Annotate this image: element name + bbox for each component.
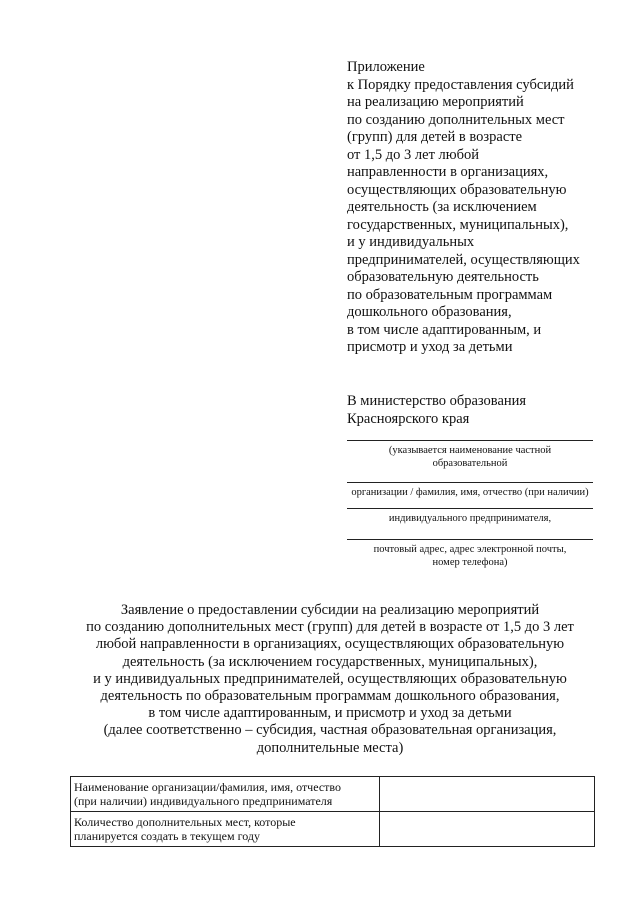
caption-organization: [347, 444, 593, 470]
fill-line-organization[interactable]: [347, 440, 593, 441]
appendix-line: деятельность (за исключением: [347, 199, 537, 215]
fill-line-name[interactable]: [347, 482, 593, 483]
table-row: [71, 812, 595, 847]
caption-entrepreneur: индивидуального предпринимателя,: [388, 513, 552, 524]
appendix-line: и у индивидуальных: [347, 234, 475, 250]
table-cell-label: [71, 777, 380, 812]
table-row: [71, 777, 595, 812]
caption-line: образовательной: [432, 458, 508, 469]
label-line: (при наличии) индивидуального предпринимателя: [74, 794, 333, 808]
appendix-line: на реализацию мероприятий: [347, 94, 524, 110]
recipient-line: В министерство образования: [347, 393, 527, 409]
fill-line-contacts[interactable]: [347, 539, 593, 540]
recipient-block: [347, 392, 607, 428]
statement-line: дополнительные места): [256, 739, 404, 756]
fill-line-entrepreneur[interactable]: [347, 508, 593, 509]
appendix-line: Приложение: [347, 59, 425, 75]
label-line: планируется создать в текущем году: [74, 829, 260, 843]
table-cell-value[interactable]: [380, 777, 595, 812]
statement-line: Заявление о предоставлении субсидии на реализацию мероприятий: [120, 602, 540, 618]
statement-line: в том числе адаптированным, и присмотр и уход за детьми: [148, 705, 512, 722]
caption-name: организации / фамилия, имя, отчество (при наличии): [351, 487, 589, 498]
appendix-line: осуществляющих образовательную: [347, 181, 567, 198]
label-line: Наименование организации/фамилия, имя, отчество: [74, 780, 341, 794]
appendix-line: присмотр и уход за детьми: [347, 339, 513, 355]
statement-line: деятельность по образовательным программам дошкольного образования,: [100, 688, 560, 705]
statement-title: [40, 602, 620, 757]
statement-line: и у индивидуальных предпринимателей, осуществляющих образовательную: [93, 670, 567, 687]
table-cell-value[interactable]: [380, 812, 595, 847]
statement-line: деятельность (за исключением государственных, муниципальных),: [122, 653, 538, 670]
application-table: [70, 776, 595, 847]
label-line: Количество дополнительных мест, которые: [74, 815, 296, 829]
statement-line: (далее соответственно – субсидия, частная образовательная организация,: [103, 722, 557, 739]
caption-contacts: [347, 543, 593, 569]
appendix-line: по образовательным программам: [347, 286, 553, 303]
appendix-line: в том числе адаптированным, и: [347, 321, 542, 338]
appendix-line: (групп) для детей в возрасте: [347, 129, 523, 145]
appendix-line: дошкольного образования,: [347, 304, 512, 320]
appendix-line: предпринимателей, осуществляющих: [347, 251, 580, 268]
appendix-line: к Порядку предоставления субсидий: [347, 76, 574, 93]
appendix-line: образовательную деятельность: [347, 269, 539, 285]
appendix-line: от 1,5 до 3 лет любой: [347, 146, 479, 163]
recipient-line: Красноярского края: [347, 411, 470, 427]
table-cell-label: [71, 812, 380, 847]
statement-line: по созданию дополнительных мест (групп) для детей в возрасте от 1,5 до 3 лет: [86, 619, 574, 636]
appendix-line: по созданию дополнительных мест: [347, 111, 565, 128]
caption-line: номер телефона): [432, 557, 508, 568]
statement-line: любой направленности в организациях, осуществляющих образовательную: [95, 636, 565, 653]
appendix-line: направленности в организациях,: [347, 164, 549, 180]
caption-line: почтовый адрес, адрес электронной почты,: [373, 544, 567, 555]
caption-line: (указывается наименование частной: [388, 445, 552, 456]
appendix-header: [347, 59, 617, 357]
appendix-line: государственных, муниципальных),: [347, 216, 569, 233]
